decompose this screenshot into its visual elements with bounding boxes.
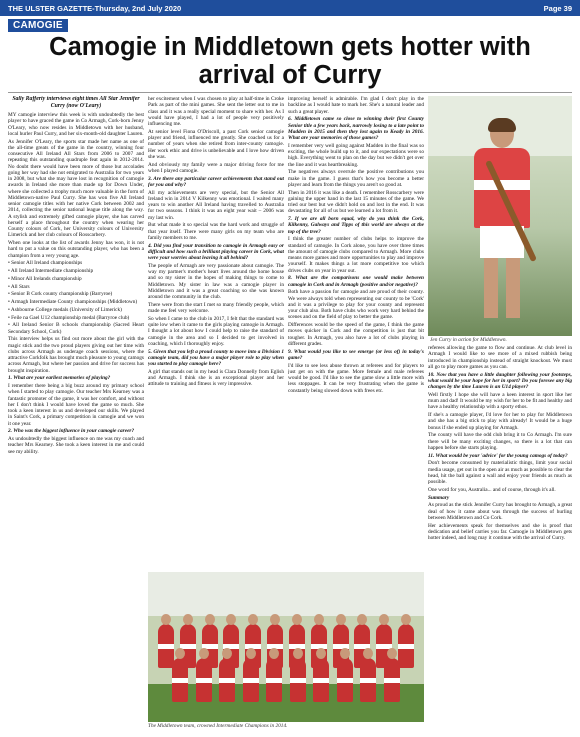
article-paragraph: When one looks at the list of awards Jenny has won, it is not hard to put a value on this outstanding player, who has been a champion from a very young age. [8,240,144,259]
article-paragraph: 10. Now that you have a little daughter following your footsteps, what would be your hope for her in sport? Do you foresee any big changes by the time Lauren is an U14 player? [428,371,572,390]
article-paragraph: improving herself is admirable. I'm glad I don't play in the backline as I would hate to mark her. She's a natural leader and such a great player. [288,96,424,115]
column-1-body [8,112,144,455]
article-paragraph: But what made it so special was the hard work and struggle of that year itself. There were many girls on my team who are family members to me. [148,222,284,241]
article-paragraph: I remember very well going against Madden in the final was so exciting, the whole build up to it, and our expectations were so high. Everything went to plan on the day but we didn't get over the line and it was heartbreaking. [288,142,424,168]
article-paragraph: Then in 2016 it was like a death. I remember Rosscarbery were gaining the upper hand in the last 15 minutes of the game. We tried our best but we didn't hold on and lost in the end. It was devastating for all of us but we learned a lot from it. [288,189,424,215]
article-paragraph: The county will have the odd club bring it to Co Armagh. I'm sure there will be many exciting changes, so there is a lot that can happen before she starts playing. [428,432,572,451]
article-paragraph: 9. What would you like to see emerge (or less of) in today's game? [288,348,424,361]
article-paragraph: Differences would be the speed of the game, I think the game moves quicker in Cork and the competition is just that bit tougher. In Armagh, you also have a lot of clubs playing in different grades. [288,322,424,347]
article-paragraph: The negatives always overrule the positive contributions you make in the game. I guess that's how you become a better player and learn from the things you aren't so good at. [288,169,424,188]
player-figure [472,120,532,320]
article-paragraph: One word for you, Australia... and of course, through it's all. [428,486,556,493]
article-paragraph: • All Ireland Senior B schools championship (Sacred Heart Secondary School, Cork) [8,322,144,335]
article-paragraph: MY camogie interview this week is with undoubtedly the best player to have graced the game in Co Armagh, Cork-born Jenny O'Leary, who now resides in Middletown with her husband, local hurler Paul Curry, and her six-month-old daughter Lauren. [8,112,144,137]
team-photo [148,572,424,722]
headline-rule [8,92,572,93]
article-paragraph: Both have a passion for camogie and are proud of their county. We were always told when representing our county to be 'Cork' and it was a privilege to play for your county and represent your club also. Both have clubs who work very hard behind the scenes and on the field of play to better the game. [288,289,424,321]
article-paragraph: Well firstly I hope she will have a keen interest in sport like her mum and dad! It would be my wish for her to be fit and healthy and have a healthy relationship with a sporty ethos. [428,391,572,411]
article-paragraph: • Senior B Cork county championship (Barryroe) [8,291,113,298]
article-paragraph: 5. Given that you left a proud county to move into a Division 1 camogie team, did you have a major player role to play when you started to play camogie here? [148,348,284,367]
article-paragraph: • All Ireland Intermediate championship [8,268,94,275]
article-paragraph: This interview helps us find out more about the girl with the magic stick and the two proud players giving out her time with clubs across Armagh as underage coach sessions, where the attractive Corkfolk has brought much pleasure to young camogs across Armagh, but where her passion and drive for success has brought inspiration. [8,336,144,374]
article-paragraph: 6. Middletown came so close to winning their first County Senior title a few years back, narrowly losing to a late point to Madden in 2015 and then they lost again to Keady in 2016. What are your memories of those games? [288,116,424,141]
article-paragraph: 4. Did you find your transition to camogie in Armagh easy or difficult and how such a brilliant playing career in Cork, what were your worries about leaving it all behind? [148,242,284,261]
strapline: Sally Rafferty interviews eight times All Star Jennifer Curry (now O'Leary) [12,96,140,109]
article-paragraph: Her achievements speak for themselves and she is proof that dedication and belief carries you far. Camogie in Middletown gets hotter indeed, and long may it continue with the arrival of Curry. [428,522,572,541]
article-paragraph: her excitement when I was chosen to play at half-time in Croke Park as part of the mini games. She sent the letter out to me in class and it was a really special moment to share with her. As I would have played, I had a lot of people very positively influencing me. [148,96,284,127]
article-column-1 [8,96,144,729]
section-label: CAMOGIE [8,19,68,32]
page-number: Page 39 [543,3,572,13]
article-paragraph: 8. What are the comparisons one would make between camogie in Cork and in Armagh (positive and/or negative)? [288,275,424,288]
headline: Camogie in Middletown gets hotter with arrival of Curry [49,33,531,89]
article-paragraph: The people of Armagh are very passionate about camogie. The way my partner's mother's heart lives around the home house and so my sister in the hopes of making things to come to Middletown. My sister in law was a camogie player in Middletown and it was a great coaching so she was known around the community in the club. [148,262,284,300]
article-paragraph: I'd like to see less abuse thrown at referees and for players to just get on with the game. More female and male referees would be good. I'd like to see the game slow a little more with less stoppages. It can be very frustrating when the game is constantly being slowed down with frees etc. [288,362,424,394]
article-paragraph: All my achievements are very special, but the Senior All Ireland win in 2014 V Kilkenny was emotional. I waited many years to win another All Ireland having travelled to Australia for two seasons. I think it was an eight year wait – 2006 was my last win. [148,189,284,221]
article-paragraph: 11. What would be your 'advice' for the young camogs of today? [428,452,568,459]
article-column-4 [428,345,572,729]
article-paragraph: • All Stars [8,283,30,290]
article-paragraph: And obviously my family were a major driving force for me when I played camogie. [148,161,284,174]
masthead-bar [0,0,580,16]
article-paragraph: 1. What are your earliest memories of playing? [8,375,111,382]
article-paragraph: As undoubtedly the biggest influence on me was my coach and teacher Mrs Kearney. She took a keen interest in me and could see my ability. [8,436,144,455]
column-4-body [428,345,572,541]
article-paragraph: 2. Who was the biggest influence in your camogie career? [8,428,135,435]
masthead-title: THE ULSTER GAZETTE-Thursday, 2nd July 2020 [8,3,182,13]
article-paragraph: So when I came to the club in 2017, I felt that the standard was quite low when it came to the girls playing camogie in Armagh. I thought a lot about how I could help to raise the standard of camogie in the area and so I decided to get involved in coaching, which I thoroughly enjoy. [148,315,284,347]
article-paragraph: A girl that stands out in my head is Clara Donnelly from Eglish and Armagh. I think she is an exceptional player and her attitude to training and fitness is very impressive. [148,368,284,388]
photo-1-caption: Jen Curry in action for Middletown. [430,337,507,343]
team-front-row [172,658,400,702]
column-3-body [288,96,424,394]
article-paragraph: As Jennifer O'Leary, the sports star made her name as one of the all-time greats of the game in the country, winning four consecutive All Ireland All Stars from 2006 to 2007 and repeating this outstanding quadruple feat again in 2012-2014. No doubt there would have been more of those but accolades going her way had she not emigrated to Australia for two years in 2008, but what she may have lost in recognition of camogie awards in Ireland she more than made up for Down Under, where she collected a trophy much more valuable in the form of Middletown-native Paul Curry. She has won five All Ireland senior camogie titles with her native Cork between 2002 and 2014, collecting the senior national league title along the way. A stylish and extremely gifted camogie player, she has carved herself a place throughout the country when wearing her County colours of Cork, her University colours of University Limerick and her club colours of Rosscarbery. [8,138,144,239]
article-paragraph: If she's a camogie player, I'd love for her to play for Middletown and she has a big stick to play with already! It would be a huge bonus if she ended up playing for Armagh. [428,412,572,431]
article-paragraph: Don't become consumed by materialistic things, limit your social media usage, get out in the open air as much as possible to clear the head, hit the ball against a wall and enjoy your friends as much as possible. [428,460,572,485]
article-paragraph: As proud as the stick Jennifer Curry has brought to Armagh, a great deal of how it came about was through the success of hurling between Middletown and Co Cork. [428,502,572,521]
photo-2-caption: The Middletown team, crowned Intermediate Champions in 2014. [148,723,288,729]
article-paragraph: I remember there being a big buzz around my primary school when I started to play camogie. Our teacher Mrs Kearney was a fantastic promoter of the game, it was her comfort, and without her I don't think I would have loved the game so much. She took a keen interest in us and developed our skills. We played in Saint's Cork, a primary competition in camogie and we won it one year. [8,383,144,427]
player-action-photo [428,96,572,336]
article-paragraph: • Senior All Ireland championships [8,260,83,267]
article-paragraph: referees allowing the game to flow and continue. At club level in Armagh I would like to see more of a mixed rubbish being introduced in championship instead of straight knockout. We must all go to play more games as you can. [428,345,572,370]
article-paragraph: There were from the start I met so many friendly people, which made me feel very welcome. [148,301,284,314]
article-paragraph: • Ashbourne College medals (University of Limerick) [8,306,122,313]
article-paragraph: At senior level Fiona O'Driscoll, a past Cork senior camogie player and friend, influenced me greatly. She coached us for a number of years when she retired from inter-county camogie. Her work ethic and drive is unbelievable and I love how driven she was. [148,128,284,160]
article-paragraph: • Minor All Irelands championship [8,275,82,282]
article-paragraph: 3. Are there any particular career achievements that stand out for you and why? [148,175,284,188]
column-2-body [148,96,284,388]
article-paragraph: • Armagh Intermediate County championships (Middletown) [8,299,138,306]
article-paragraph: • Feile na Gael U12 championship medal (Barryroe club) [8,314,130,321]
article-paragraph: 7. If we are all born equal, why do you think the Cork, Kilkenny, Galways and Tipps of this world are always at the top of the tree? [288,216,424,235]
article-paragraph: I think the greater number of clubs helps to improve the standard of camogie. In Cork alone, you have over three times the amount of camogie clubs compared to Armagh. More clubs means more games and more opportunities to play and improve yourself. It makes things a lot more competitive too which drives clubs on year in year out. [288,236,424,274]
article-paragraph: Summary [428,494,450,501]
